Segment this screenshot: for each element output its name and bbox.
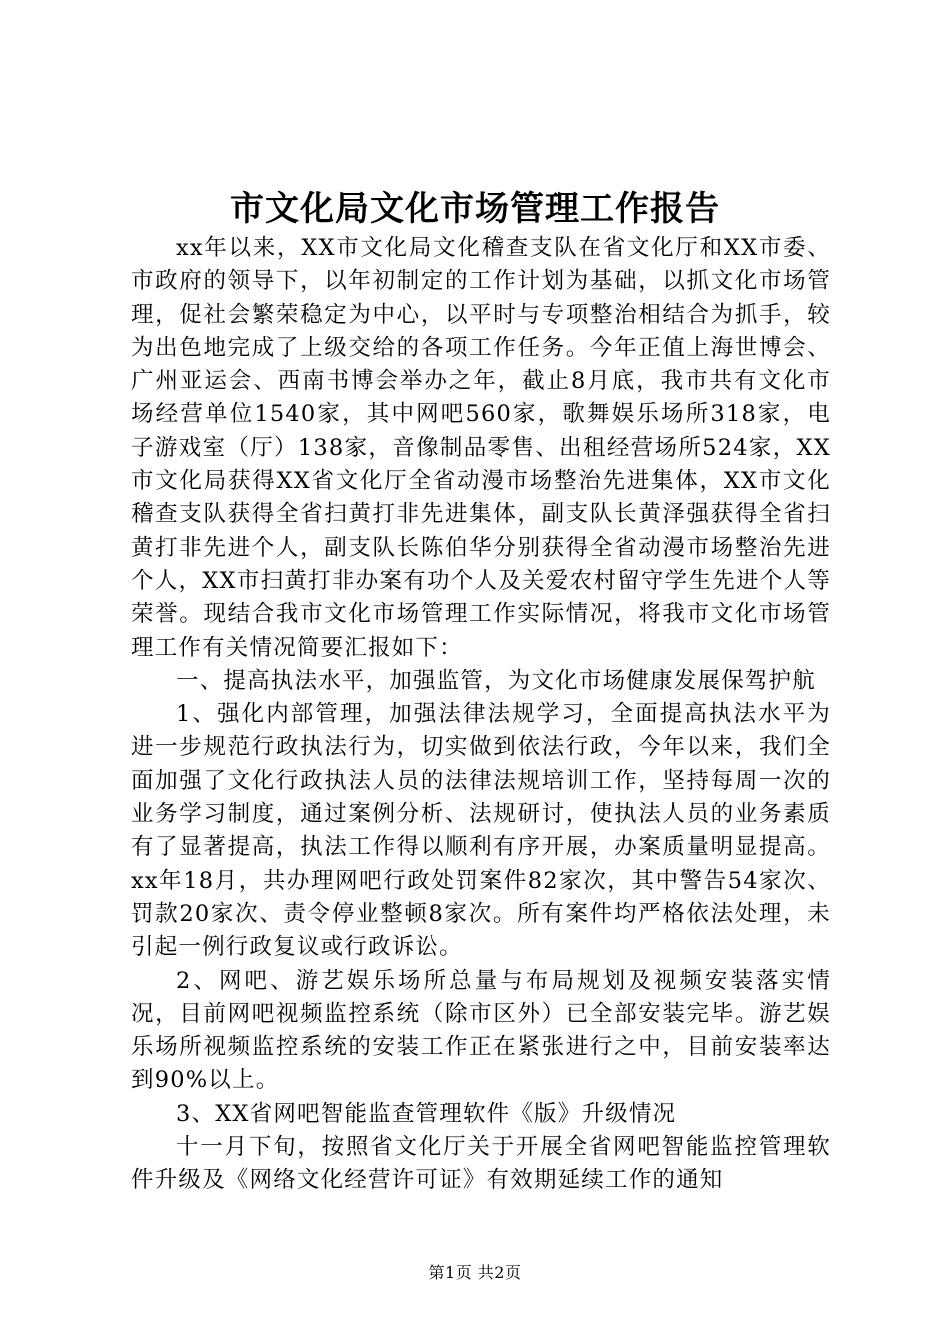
page-number: 第1页 共2页	[428, 1263, 522, 1282]
paragraph-item-1: 1、强化内部管理，加强法律法规学习，全面提高执法水平为进一步规范行政执法行为，切实做到依法行政，今年以来，我们全面加强了文化行政执法人员的法律法规培训工作，坚持每周一次的业务学习制度，通过案例分析、法规研讨，使执法人员的业务素质有了显著提高，执法工作得以顺利有序开展，办案质量明显提高。xx年18月，共办理网吧行政处罚案件82家次，其中警告54家次、罚款20家次、责令停业整顿8家次。所有案件均严格依法处理，未引起一例行政复议或行政诉讼。	[131, 701, 831, 961]
paragraph-intro: xx年以来，XX市文化局文化稽查支队在省文化厅和XX市委、市政府的领导下，以年初制定的工作计划为基础，以抓文化市场管理，促社会繁荣稳定为中心，以平时与专项整治相结合为抓手，较为出色地完成了上级交给的各项工作任务。今年正值上海世博会、广州亚运会、西南书博会举办之年，截止8月底，我市共有文化市场经营单位1540家，其中网吧560家，歌舞娱乐场所318家，电子游戏室（厅）138家，音像制品零售、出租经营场所524家，XX市文化局获得XX省文化厅全省动漫市场整治先进集体，XX市文化稽查支队获得全省扫黄打非先进集体，副支队长黄泽强获得全省扫黄打非先进个人，副支队长陈伯华分别获得全省动漫市场整治先进个人，XX市扫黄打非办案有功个人及关爱农村留守学生先进个人等荣誉。现结合我市文化市场管理工作实际情况，将我市文化市场管理工作有关情况简要汇报如下：	[131, 235, 831, 661]
paragraph-item-3-heading: 3、XX省网吧智能监查管理软件《版》升级情况	[176, 1100, 677, 1127]
document-body	[131, 232, 831, 1198]
paragraph-item-2: 2、网吧、游艺娱乐场所总量与布局规划及视频安装落实情况，目前网吧视频监控系统（除市区外）已全部安装完毕。游艺娱乐场所视频监控系统的安装工作正在紧张进行之中，目前安装率达到90%以上。	[131, 967, 831, 1094]
section-heading-1: 一、提高执法水平，加强监管，为文化市场健康发展保驾护航	[176, 667, 816, 694]
paragraph-item-3-body: 十一月下旬，按照省文化厅关于开展全省网吧智能监控管理软件升级及《网络文化经营许可证》有效期延续工作的通知	[131, 1134, 831, 1194]
document-title: 市文化局文化市场管理工作报告	[230, 189, 720, 229]
